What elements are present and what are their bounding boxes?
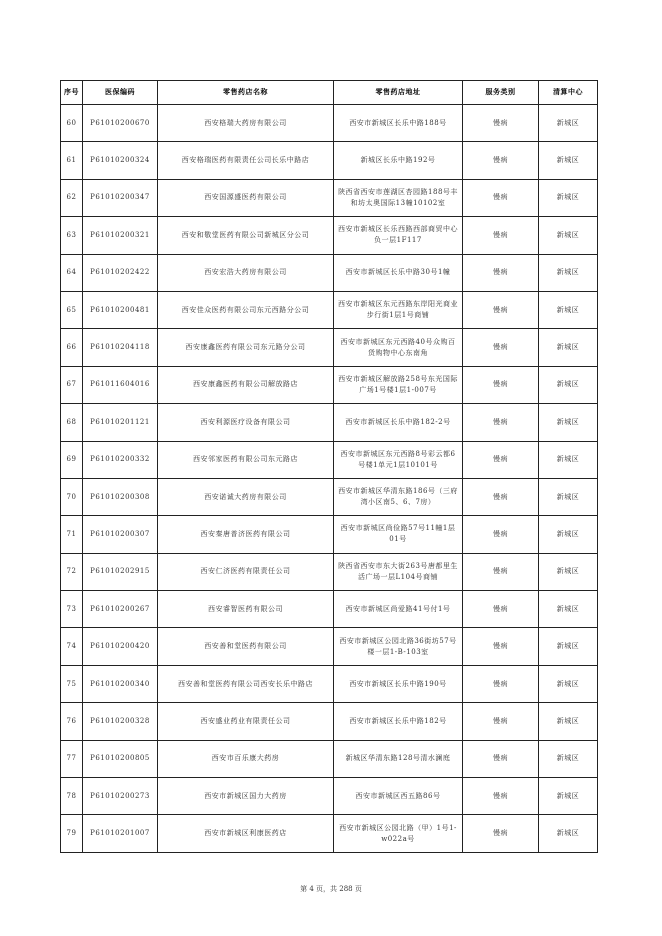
cell-name: 西安诺诚大药房有限公司 <box>158 478 334 515</box>
cell-index: 62 <box>61 179 83 216</box>
cell-address: 西安市新城区长乐中路188号 <box>334 105 463 142</box>
table-header-row <box>61 81 598 105</box>
header-address: 零售药店地址 <box>334 81 463 105</box>
cell-address: 西安市新城区公园北路（甲）1号1-w022a号 <box>334 815 463 852</box>
cell-name: 西安利源医疗设备有限公司 <box>158 404 334 441</box>
cell-name: 西安国源盛医药有限公司 <box>158 179 334 216</box>
cell-code: P61010200805 <box>83 740 158 777</box>
table-row <box>61 740 598 777</box>
cell-address: 西安市新城区长乐中路190号 <box>334 665 463 702</box>
header-name: 零售药店名称 <box>158 81 334 105</box>
table-row <box>61 179 598 216</box>
cell-name: 西安市新城区利康医药店 <box>158 815 334 852</box>
table-row <box>61 591 598 628</box>
cell-address: 西安市新城区长乐中路30号1幢 <box>334 254 463 291</box>
cell-center: 新城区 <box>539 441 598 478</box>
cell-center: 新城区 <box>539 703 598 740</box>
cell-address: 西安市新城区尚俭路57号11幢1层01号 <box>334 516 463 553</box>
cell-code: P61010204118 <box>83 329 158 366</box>
table-row <box>61 366 598 403</box>
cell-service: 慢病 <box>463 703 539 740</box>
cell-center: 新城区 <box>539 291 598 328</box>
cell-name: 西安佳众医药有限公司东元西路分公司 <box>158 291 334 328</box>
cell-address: 西安市新城区解放路258号东光国际广场1号楼1层1-007号 <box>334 366 463 403</box>
cell-address: 西安市新城区长乐中路182-2号 <box>334 404 463 441</box>
cell-service: 慢病 <box>463 591 539 628</box>
cell-code: P61010202422 <box>83 254 158 291</box>
cell-code: P61010200273 <box>83 778 158 815</box>
cell-address: 西安市新城区长乐西路西部商贸中心负一层1F117 <box>334 217 463 254</box>
cell-service: 慢病 <box>463 778 539 815</box>
cell-address: 西安市新城区华清东路186号（三府湾小区南5、6、7房） <box>334 478 463 515</box>
cell-code: P61010200670 <box>83 105 158 142</box>
cell-service: 慢病 <box>463 516 539 553</box>
cell-center: 新城区 <box>539 329 598 366</box>
cell-index: 78 <box>61 778 83 815</box>
table-row <box>61 404 598 441</box>
cell-code: P61010200328 <box>83 703 158 740</box>
cell-name: 西安康鑫医药有限公司解放路店 <box>158 366 334 403</box>
cell-address: 陕西省西安市莲湖区杏园路188号丰和坊太奥国际13幢10102室 <box>334 179 463 216</box>
cell-service: 慢病 <box>463 815 539 852</box>
cell-index: 79 <box>61 815 83 852</box>
cell-code: P61010201007 <box>83 815 158 852</box>
header-code: 医保编码 <box>83 81 158 105</box>
table-row <box>61 628 598 665</box>
table-row <box>61 217 598 254</box>
cell-service: 慢病 <box>463 553 539 590</box>
header-index: 序号 <box>61 81 83 105</box>
cell-center: 新城区 <box>539 404 598 441</box>
cell-code: P61010200321 <box>83 217 158 254</box>
cell-center: 新城区 <box>539 591 598 628</box>
cell-center: 新城区 <box>539 665 598 702</box>
cell-index: 64 <box>61 254 83 291</box>
cell-code: P61010202915 <box>83 553 158 590</box>
cell-name: 西安格瑞医药有限责任公司长乐中路店 <box>158 142 334 179</box>
cell-code: P61010200420 <box>83 628 158 665</box>
cell-center: 新城区 <box>539 478 598 515</box>
cell-code: P61010200267 <box>83 591 158 628</box>
cell-index: 75 <box>61 665 83 702</box>
cell-address: 新城区华清东路128号清水澜庭 <box>334 740 463 777</box>
cell-index: 61 <box>61 142 83 179</box>
cell-index: 70 <box>61 478 83 515</box>
cell-code: P61010200481 <box>83 291 158 328</box>
cell-address: 西安市新城区东元西路40号众购百货购物中心东南角 <box>334 329 463 366</box>
cell-index: 66 <box>61 329 83 366</box>
cell-center: 新城区 <box>539 628 598 665</box>
cell-address: 西安市新城区尚爱路41号付1号 <box>334 591 463 628</box>
cell-index: 73 <box>61 591 83 628</box>
table-row <box>61 105 598 142</box>
table-row <box>61 142 598 179</box>
cell-service: 慢病 <box>463 441 539 478</box>
cell-name: 西安仁济医药有限责任公司 <box>158 553 334 590</box>
table-row <box>61 478 598 515</box>
cell-service: 慢病 <box>463 142 539 179</box>
table-row <box>61 329 598 366</box>
table-row <box>61 291 598 328</box>
cell-name: 西安康鑫医药有限公司东元路分公司 <box>158 329 334 366</box>
pharmacy-table <box>60 80 598 853</box>
cell-code: P61011604016 <box>83 366 158 403</box>
cell-name: 西安秦唐普济医药有限公司 <box>158 516 334 553</box>
cell-service: 慢病 <box>463 217 539 254</box>
cell-service: 慢病 <box>463 478 539 515</box>
cell-service: 慢病 <box>463 329 539 366</box>
cell-center: 新城区 <box>539 179 598 216</box>
cell-center: 新城区 <box>539 254 598 291</box>
cell-code: P61010200324 <box>83 142 158 179</box>
cell-address: 新城区长乐中路192号 <box>334 142 463 179</box>
cell-address: 西安市新城区东元西路8号彩云都6号楼1单元1层10101号 <box>334 441 463 478</box>
cell-name: 西安和敬堂医药有限公司新城区分公司 <box>158 217 334 254</box>
cell-service: 慢病 <box>463 254 539 291</box>
cell-index: 65 <box>61 291 83 328</box>
table-row <box>61 815 598 852</box>
cell-code: P61010200332 <box>83 441 158 478</box>
cell-code: P61010200340 <box>83 665 158 702</box>
table-row <box>61 441 598 478</box>
cell-name: 西安盛业药业有限责任公司 <box>158 703 334 740</box>
cell-name: 西安善和堂医药有限公司西安长乐中路店 <box>158 665 334 702</box>
table-row <box>61 703 598 740</box>
cell-name: 西安宏浩大药房有限公司 <box>158 254 334 291</box>
table-row <box>61 254 598 291</box>
cell-center: 新城区 <box>539 366 598 403</box>
cell-center: 新城区 <box>539 553 598 590</box>
cell-service: 慢病 <box>463 105 539 142</box>
cell-index: 60 <box>61 105 83 142</box>
cell-index: 71 <box>61 516 83 553</box>
table-row <box>61 778 598 815</box>
page-footer: 第 4 页，共 288 页 <box>300 885 362 893</box>
cell-code: P61010200308 <box>83 478 158 515</box>
cell-address: 西安市新城区东元西路东岸阳光商业步行街1层1号商铺 <box>334 291 463 328</box>
cell-name: 西安市新城区国力大药房 <box>158 778 334 815</box>
header-service: 服务类别 <box>463 81 539 105</box>
cell-center: 新城区 <box>539 105 598 142</box>
cell-service: 慢病 <box>463 366 539 403</box>
cell-code: P61010200307 <box>83 516 158 553</box>
cell-index: 74 <box>61 628 83 665</box>
cell-name: 西安睿智医药有限公司 <box>158 591 334 628</box>
cell-center: 新城区 <box>539 778 598 815</box>
cell-service: 慢病 <box>463 404 539 441</box>
cell-service: 慢病 <box>463 740 539 777</box>
cell-index: 67 <box>61 366 83 403</box>
cell-center: 新城区 <box>539 740 598 777</box>
cell-name: 西安格瑞大药房有限公司 <box>158 105 334 142</box>
cell-center: 新城区 <box>539 142 598 179</box>
cell-name: 西安善和堂医药有限公司 <box>158 628 334 665</box>
cell-address: 西安市新城区西五路86号 <box>334 778 463 815</box>
table-row <box>61 553 598 590</box>
cell-name: 西安市百乐康大药房 <box>158 740 334 777</box>
cell-service: 慢病 <box>463 291 539 328</box>
cell-center: 新城区 <box>539 815 598 852</box>
cell-index: 77 <box>61 740 83 777</box>
cell-address: 陕西省西安市东大街263号唐都里生活广场一层L104号商铺 <box>334 553 463 590</box>
cell-service: 慢病 <box>463 665 539 702</box>
cell-address: 西安市新城区长乐中路182号 <box>334 703 463 740</box>
cell-code: P61010201121 <box>83 404 158 441</box>
cell-address: 西安市新城区公园北路36街坊57号楼一层1-B-103室 <box>334 628 463 665</box>
cell-center: 新城区 <box>539 217 598 254</box>
table-row <box>61 516 598 553</box>
cell-index: 69 <box>61 441 83 478</box>
cell-service: 慢病 <box>463 179 539 216</box>
cell-index: 63 <box>61 217 83 254</box>
header-center: 清算中心 <box>539 81 598 105</box>
cell-index: 68 <box>61 404 83 441</box>
cell-service: 慢病 <box>463 628 539 665</box>
cell-code: P61010200347 <box>83 179 158 216</box>
cell-center: 新城区 <box>539 516 598 553</box>
table-row <box>61 665 598 702</box>
cell-index: 72 <box>61 553 83 590</box>
cell-index: 76 <box>61 703 83 740</box>
cell-name: 西安邻家医药有限公司东元路店 <box>158 441 334 478</box>
